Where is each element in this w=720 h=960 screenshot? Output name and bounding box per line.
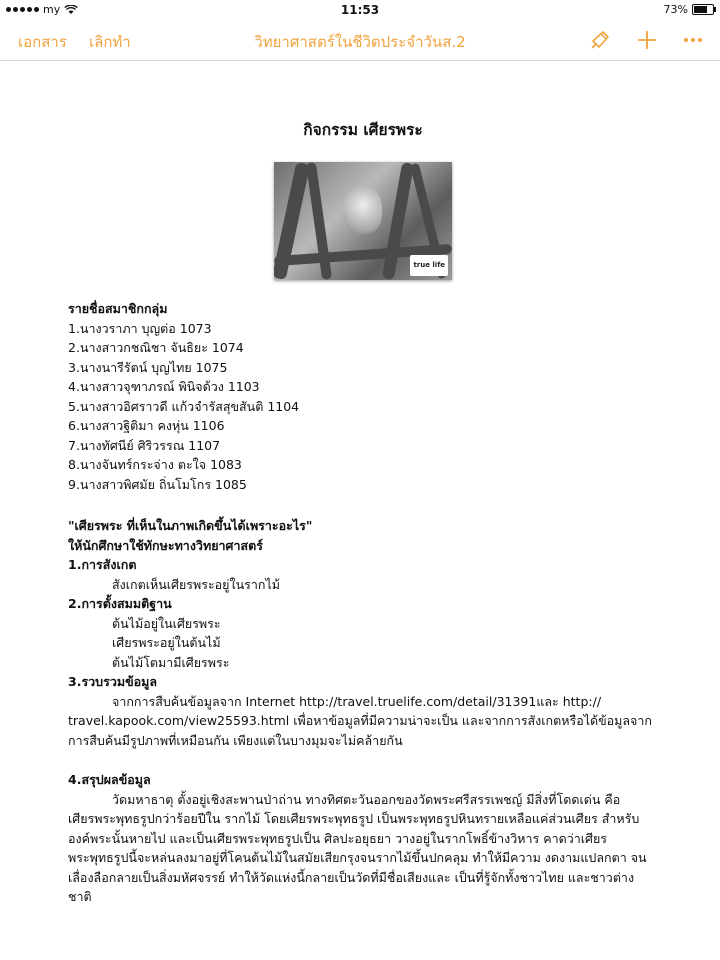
member-item: 8.นางจันทร์กระจ่าง ตะใจ 1083 bbox=[68, 457, 242, 472]
observation-text: สังเกตเห็นเศียรพระอยู่ในรากไม้ bbox=[112, 576, 280, 592]
documents-button[interactable]: เอกสาร bbox=[18, 33, 67, 51]
question-heading: "เศียรพระ ที่เห็นในภาพเกิดขึ้นได้เพราะอะไร" bbox=[68, 518, 313, 533]
member-item: 9.นางสาวพิศมัย ถิ่นโมโกร 1085 bbox=[68, 476, 247, 492]
battery-percent: 73% bbox=[663, 3, 688, 16]
conclusion-line: พระพุทธรูปนี้จะหล่นลงมาอยู่ที่โคนต้นไม้ในสมัยเสียกรุงจนรากไม้ขึ้นปกคลุม ทำให้มีความ งดงามแปลกตา จน bbox=[68, 850, 647, 865]
conclusion-line: วัดมหาธาตุ ตั้งอยู่เชิงสะพานป่าถ่าน ทางทิศตะวันออกของวัดพระศรีสรรเพชญ์ มีสิ่งที่โดดเด่น คือ bbox=[112, 791, 621, 807]
members-heading: รายชื่อสมาชิกกลุ่ม bbox=[68, 301, 168, 316]
navigation-bar bbox=[0, 20, 720, 61]
member-item: 7.นางทัศนีย์ ศิริวรรณ 1107 bbox=[68, 437, 221, 453]
member-item: 1.นางวราภา บุญต่อ 1073 bbox=[68, 320, 212, 336]
member-item: 2.นางสาวกชณิชา จันธิยะ 1074 bbox=[68, 340, 244, 355]
carrier-name: my bbox=[43, 3, 61, 16]
document-body[interactable] bbox=[68, 60, 658, 907]
instruction-heading: ให้นักศึกษาใช้ทักษะทางวิทยาศาสตร์ bbox=[68, 537, 263, 553]
member-item: 3.นางนารีรัตน์ บุญไทย 1075 bbox=[68, 359, 228, 375]
document-title: วิทยาศาสตร์ในชีวิตประจำวันส.2 bbox=[254, 33, 466, 51]
data-collection-line: travel.kapook.com/view25593.html เพื่อหาข้อมูลที่มีความน่าจะเป็น และจากการสังเกตหรือได้ข้อมูลจาก bbox=[68, 713, 652, 728]
conclusion-line: ชาติ bbox=[68, 889, 92, 904]
observation-heading: 1.การสังเกต bbox=[68, 557, 137, 572]
member-item: 6.นางสาวฐิติมา คงหุ่น 1106 bbox=[68, 418, 225, 433]
battery-group bbox=[664, 3, 714, 16]
conclusion-line: เลื่องลือกลายเป็นสิ่งมหัศจรรย์ ทำให้วัดแห่งนี้กลายเป็นวัดที่มีชื่อเสียงและ เป็นที่รู้จักทั้งชาวไทย และชาวต่าง bbox=[68, 869, 635, 885]
undo-button[interactable]: เลิกทำ bbox=[89, 33, 131, 51]
plus-icon[interactable] bbox=[635, 28, 659, 52]
member-item: 4.นางสาวจุฑาภรณ์ พินิจด้วง 1103 bbox=[68, 379, 260, 394]
truelife-logo: true life bbox=[410, 255, 448, 277]
conclusion-line: องค์พระนั้นหายไป และเป็นเศียรพระพุทธรูปเป็น ศิลปะอยุธยา วางอยู่ในรากโพธิ์ข้างวิหาร คาดว่าเศียร bbox=[68, 830, 608, 846]
more-icon[interactable] bbox=[681, 28, 705, 52]
buddha-head-photo[interactable] bbox=[274, 162, 452, 280]
conclusion-line: เศียรพระพุทธรูปกว่าร้อยปีใน รากไม้ โดยเศียรพระพุทธรูป เป็นพระพุทธรูปหินทรายเหลือแค่ส่วนเศียร สำหรับ bbox=[68, 811, 640, 826]
data-collection-heading: 3.รวบรวมข้อมูล bbox=[68, 674, 158, 689]
hypothesis-item: เศียรพระอยู่ในต้นไม้ bbox=[112, 635, 221, 650]
member-item: 5.นางสาวอิศราวดี แก้วจำรัสสุขสันติ 1104 bbox=[68, 398, 300, 414]
hypothesis-item: ต้นไม้โตมามีเศียรพระ bbox=[112, 654, 230, 670]
status-bar bbox=[0, 0, 720, 20]
activity-title: กิจกรรม เศียรพระ bbox=[303, 121, 423, 139]
conclusion-heading: 4.สรุปผลข้อมูล bbox=[68, 772, 151, 787]
battery-icon bbox=[692, 4, 714, 15]
clock: 11:53 bbox=[340, 3, 380, 17]
hypothesis-item: ต้นไม้อยู่ในเศียรพระ bbox=[112, 615, 221, 631]
members-list bbox=[68, 319, 658, 495]
buddha-face bbox=[344, 186, 382, 234]
format-brush-icon[interactable] bbox=[588, 28, 612, 52]
hypothesis-heading: 2.การตั้งสมมติฐาน bbox=[68, 596, 172, 611]
data-collection-line: การสืบค้นมีรูปภาพที่เหมือนกัน เพียงแต่ในบางมุมจะไม่คล้ายกัน bbox=[68, 732, 403, 748]
data-collection-line: จากการสืบค้นข้อมูลจาก Internet http://travel.truelife.com/detail/31391และ http:// bbox=[112, 693, 602, 709]
